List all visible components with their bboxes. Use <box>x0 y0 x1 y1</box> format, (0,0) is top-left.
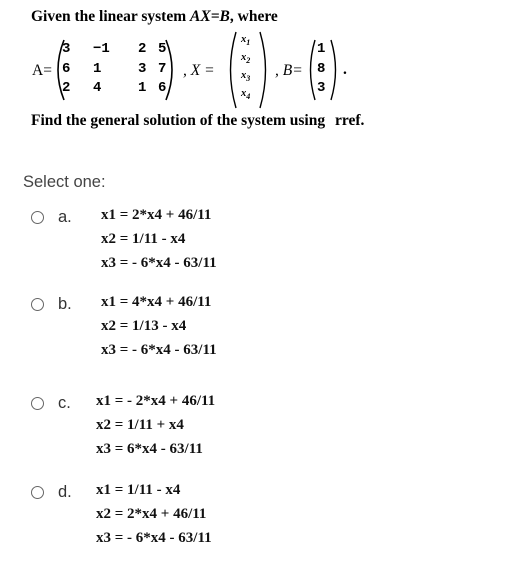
option-letter: c. <box>58 394 71 412</box>
matrix-period: . <box>343 61 347 78</box>
option-letter: d. <box>58 483 72 501</box>
option-line: x3 = - 6*x4 - 63/11 <box>96 530 212 546</box>
option-line: x1 = - 2*x4 + 46/11 <box>96 393 216 409</box>
option-line: x1 = 1/11 - x4 <box>96 482 181 498</box>
matrix-a-cell: 7 <box>158 61 167 77</box>
radio-button[interactable] <box>31 486 44 499</box>
vector-x-cell: $x_2$ <box>241 52 251 66</box>
matrix-a-cell: 5 <box>158 41 167 57</box>
vector-x-cell: $x_4$ <box>241 88 251 102</box>
radio-button[interactable] <box>31 298 44 311</box>
equation: AX=B <box>190 8 230 25</box>
matrix-a-cell: 4 <box>93 80 102 96</box>
matrix-a-cell: 6 <box>158 80 167 96</box>
vector-b-cell: 3 <box>317 80 326 96</box>
b-label: , B= <box>275 62 303 79</box>
matrix-a-cell: 2 <box>62 80 71 96</box>
option-line: x2 = 1/13 - x4 <box>101 318 187 334</box>
vector-x-cell: $x_3$ <box>241 70 251 84</box>
instruction <box>31 112 364 130</box>
option-line: x2 = 1/11 + x4 <box>96 417 184 433</box>
vector-b-cell: 8 <box>317 61 326 77</box>
x-label: , X = <box>183 62 215 79</box>
matrix-a-cell: 3 <box>138 61 147 77</box>
instruction-rref: rref. <box>334 112 365 129</box>
option-letter: b. <box>58 295 72 313</box>
option-letter: a. <box>58 208 72 226</box>
question-block <box>0 0 526 140</box>
question-intro <box>31 8 278 26</box>
option-line: x2 = 1/11 - x4 <box>101 231 186 247</box>
matrix-a-cell: 1 <box>138 80 147 96</box>
select-one-label: Select one: <box>23 173 106 191</box>
vector-b-cell: 1 <box>317 41 326 57</box>
radio-button[interactable] <box>31 211 44 224</box>
option-line: x2 = 2*x4 + 46/11 <box>96 506 207 522</box>
matrix-a-cell: 2 <box>138 41 147 57</box>
option-line: x3 = - 6*x4 - 63/11 <box>101 342 217 358</box>
intro-suffix: , where <box>229 8 278 25</box>
matrix-a-label: A= <box>32 62 52 79</box>
option-line: x3 = 6*x4 - 63/11 <box>96 441 203 457</box>
radio-button[interactable] <box>31 397 44 410</box>
option-line: x3 = - 6*x4 - 63/11 <box>101 255 217 271</box>
vector-x-cell: $x_1$ <box>241 34 251 48</box>
matrix-a-cell: −1 <box>93 41 110 57</box>
option-line: x1 = 2*x4 + 46/11 <box>101 207 212 223</box>
instruction-text: Find the general solution of the system using <box>31 112 326 129</box>
option-line: x1 = 4*x4 + 46/11 <box>101 294 212 310</box>
matrix-a-cell: 6 <box>62 61 71 77</box>
matrix-a-cell: 3 <box>62 41 71 57</box>
matrix-a-cell: 1 <box>93 61 102 77</box>
intro-prefix: Given the linear system <box>31 8 191 25</box>
